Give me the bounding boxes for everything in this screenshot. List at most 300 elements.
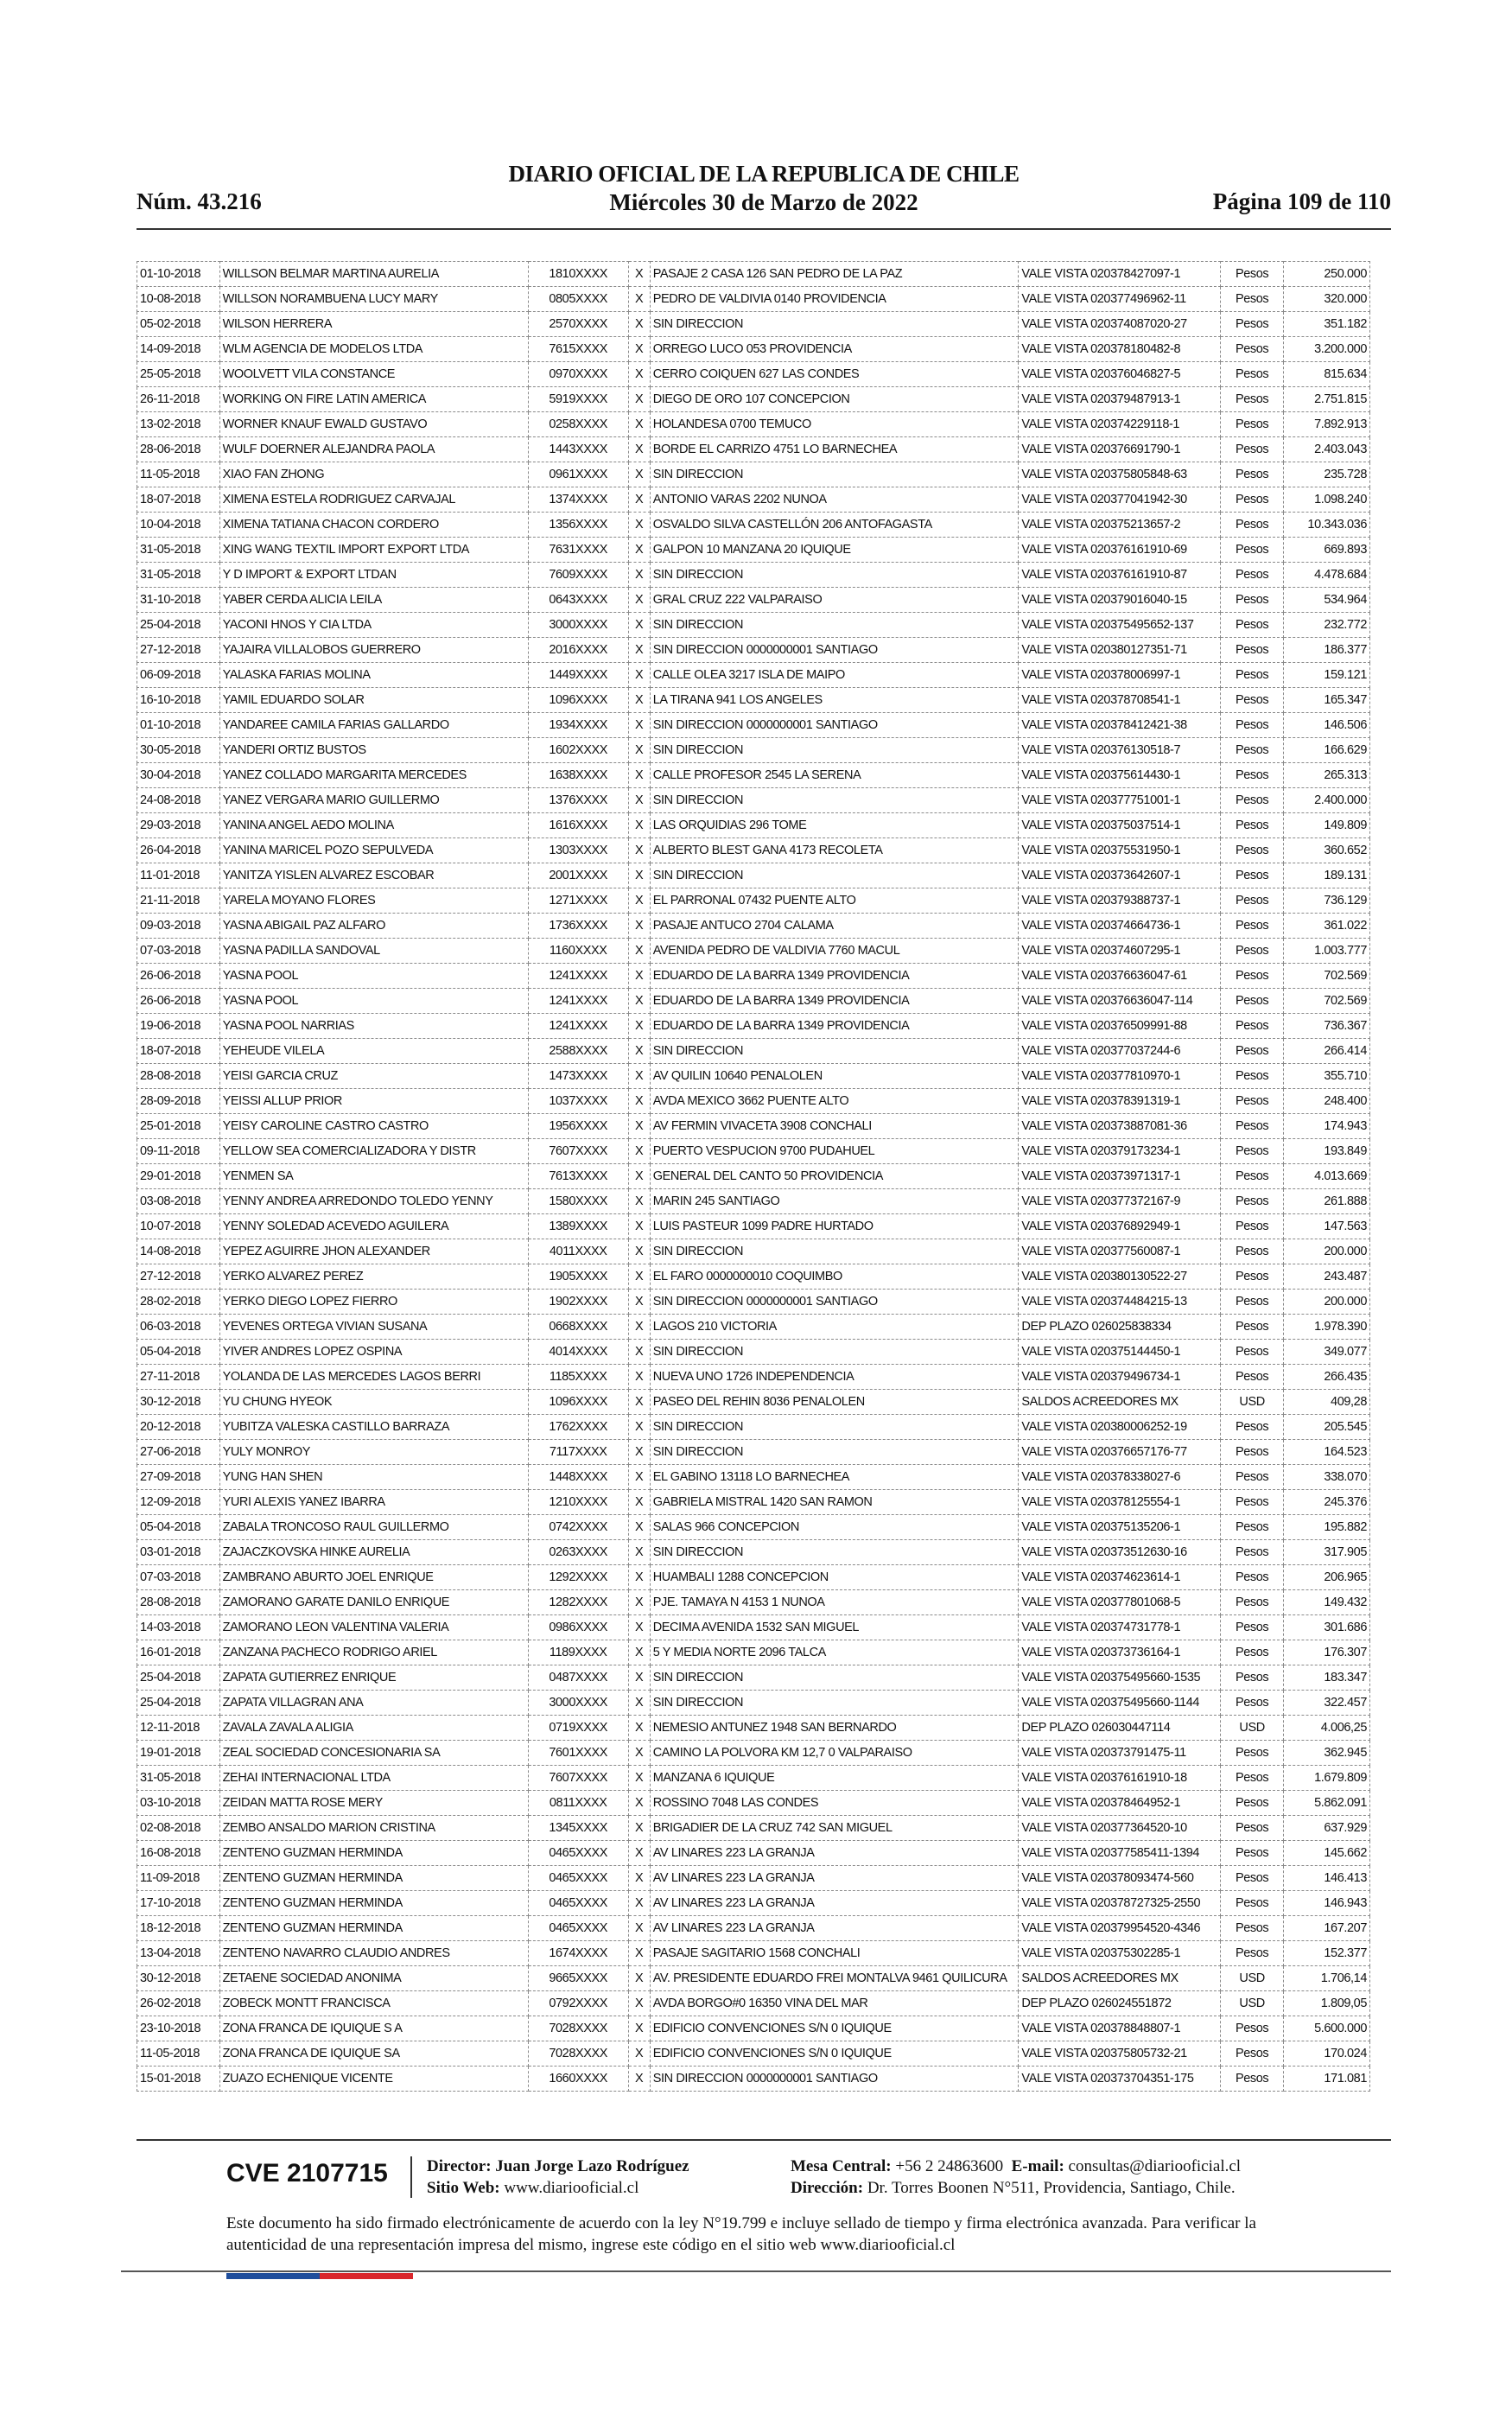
table-row (137, 1615, 1370, 1640)
instrument-cell: VALE VISTA 020377037244-6 (1019, 1039, 1220, 1064)
name-cell: YACONI HNOS Y CIA LTDA (219, 613, 528, 638)
table-row (137, 1941, 1370, 1966)
mark-cell: X (628, 1365, 650, 1390)
amount-cell: 534.964 (1284, 588, 1370, 613)
amount-cell: 4.006,25 (1284, 1716, 1370, 1741)
amount-cell: 147.563 (1284, 1214, 1370, 1239)
mark-cell: X (628, 1991, 650, 2016)
amount-cell: 1.809,05 (1284, 1991, 1370, 2016)
address-cell: SIN DIRECCION (650, 1440, 1019, 1465)
date-cell: 25-04-2018 (137, 1665, 220, 1691)
header-center (137, 161, 1391, 216)
table-row (137, 1340, 1370, 1365)
brand-bar-blue (226, 2273, 320, 2279)
issue-date: Miércoles 30 de Marzo de 2022 (609, 189, 918, 215)
instrument-cell: VALE VISTA 020377801068-5 (1019, 1590, 1220, 1615)
rut-cell: 1189XXXX (528, 1640, 628, 1665)
issue-number: Núm. 43.216 (137, 188, 262, 214)
currency-cell: Pesos (1220, 1039, 1283, 1064)
table-row (137, 1816, 1370, 1841)
address-cell: SIN DIRECCION (650, 1239, 1019, 1264)
currency-cell: Pesos (1220, 1465, 1283, 1490)
table-row (137, 1691, 1370, 1716)
name-cell: ZUAZO ECHENIQUE VICENTE (219, 2067, 528, 2092)
date-cell: 27-12-2018 (137, 638, 220, 663)
amount-cell: 166.629 (1284, 738, 1370, 763)
date-cell: 11-01-2018 (137, 863, 220, 888)
address-cell: SIN DIRECCION 0000000001 SANTIAGO (650, 2067, 1019, 2092)
name-cell: YERKO DIEGO LOPEZ FIERRO (219, 1290, 528, 1315)
name-cell: ZANZANA PACHECO RODRIGO ARIEL (219, 1640, 528, 1665)
mark-cell: X (628, 1164, 650, 1189)
table-row (137, 1565, 1370, 1590)
address-cell: ROSSINO 7048 LAS CONDES (650, 1791, 1019, 1816)
date-cell: 26-02-2018 (137, 1991, 220, 2016)
table-row (137, 538, 1370, 563)
amount-cell: 195.882 (1284, 1515, 1370, 1540)
mark-cell: X (628, 1841, 650, 1866)
table-row (137, 312, 1370, 337)
rut-cell: 1345XXXX (528, 1816, 628, 1841)
name-cell: YASNA POOL (219, 964, 528, 989)
instrument-cell: VALE VISTA 020374087020-27 (1019, 312, 1220, 337)
instrument-cell: VALE VISTA 020377496962-11 (1019, 287, 1220, 312)
currency-cell: Pesos (1220, 262, 1283, 287)
email-link[interactable]: consultas@diariooficial.cl (1068, 2157, 1242, 2175)
instrument-cell: VALE VISTA 020375037514-1 (1019, 813, 1220, 838)
mark-cell: X (628, 1966, 650, 1991)
rut-cell: 0811XXXX (528, 1791, 628, 1816)
address-cell: BORDE EL CARRIZO 4751 LO BARNECHEA (650, 437, 1019, 462)
mark-cell: X (628, 1916, 650, 1941)
name-cell: ZEMBO ANSALDO MARION CRISTINA (219, 1816, 528, 1841)
name-cell: ZOBECK MONTT FRANCISCA (219, 1991, 528, 2016)
name-cell: ZEHAI INTERNACIONAL LTDA (219, 1766, 528, 1791)
amount-cell: 2.403.043 (1284, 437, 1370, 462)
date-cell: 12-11-2018 (137, 1716, 220, 1741)
currency-cell: Pesos (1220, 1615, 1283, 1640)
currency-cell: USD (1220, 1991, 1283, 2016)
rut-cell: 1580XXXX (528, 1189, 628, 1214)
rut-cell: 5919XXXX (528, 387, 628, 412)
rut-cell: 1473XXXX (528, 1064, 628, 1089)
table-row (137, 1114, 1370, 1139)
director-label: Director: (427, 2157, 492, 2175)
name-cell: YURI ALEXIS YANEZ IBARRA (219, 1490, 528, 1515)
table-row (137, 1290, 1370, 1315)
address-cell: LAS ORQUIDIAS 296 TOME (650, 813, 1019, 838)
date-cell: 05-02-2018 (137, 312, 220, 337)
currency-cell: Pesos (1220, 888, 1283, 914)
rut-cell: 0986XXXX (528, 1615, 628, 1640)
mark-cell: X (628, 888, 650, 914)
name-cell: WILLSON BELMAR MARTINA AURELIA (219, 262, 528, 287)
amount-cell: 702.569 (1284, 989, 1370, 1014)
rut-cell: 1762XXXX (528, 1415, 628, 1440)
table-row (137, 939, 1370, 964)
instrument-cell: VALE VISTA 020380130522-27 (1019, 1264, 1220, 1290)
date-cell: 10-07-2018 (137, 1214, 220, 1239)
mark-cell: X (628, 1816, 650, 1841)
newspaper-title: DIARIO OFICIAL DE LA REPUBLICA DE CHILE (508, 161, 1020, 187)
mark-cell: X (628, 863, 650, 888)
table-row (137, 513, 1370, 538)
table-row (137, 437, 1370, 462)
mark-cell: X (628, 1866, 650, 1891)
instrument-cell: VALE VISTA 020379173234-1 (1019, 1139, 1220, 1164)
table-row (137, 287, 1370, 312)
rut-cell: 0668XXXX (528, 1315, 628, 1340)
address-cell: EDUARDO DE LA BARRA 1349 PROVIDENCIA (650, 1014, 1019, 1039)
amount-cell: 165.347 (1284, 688, 1370, 713)
name-cell: ZAPATA GUTIERREZ ENRIQUE (219, 1665, 528, 1691)
currency-cell: Pesos (1220, 2041, 1283, 2067)
mark-cell: X (628, 738, 650, 763)
date-cell: 30-12-2018 (137, 1390, 220, 1415)
instrument-cell: VALE VISTA 020375213657-2 (1019, 513, 1220, 538)
name-cell: ZONA FRANCA DE IQUIQUE S A (219, 2016, 528, 2041)
table-row (137, 1014, 1370, 1039)
table-row (137, 738, 1370, 763)
date-cell: 15-01-2018 (137, 2067, 220, 2092)
table-row (137, 2041, 1370, 2067)
address-cell: SIN DIRECCION (650, 1340, 1019, 1365)
mark-cell: X (628, 588, 650, 613)
name-cell: YUBITZA VALESKA CASTILLO BARRAZA (219, 1415, 528, 1440)
footer-divider (137, 2139, 1391, 2141)
rut-cell: 7028XXXX (528, 2041, 628, 2067)
rut-cell: 1389XXXX (528, 1214, 628, 1239)
name-cell: YEPEZ AGUIRRE JHON ALEXANDER (219, 1239, 528, 1264)
mark-cell: X (628, 538, 650, 563)
table-row (137, 1716, 1370, 1741)
instrument-cell: VALE VISTA 020374484215-13 (1019, 1290, 1220, 1315)
rut-cell: 1810XXXX (528, 262, 628, 287)
date-cell: 01-10-2018 (137, 262, 220, 287)
email-label: E-mail: (1011, 2157, 1064, 2175)
instrument-cell: VALE VISTA 020373971317-1 (1019, 1164, 1220, 1189)
rut-cell: 0465XXXX (528, 1841, 628, 1866)
table-row (137, 813, 1370, 838)
mark-cell: X (628, 1214, 650, 1239)
table-row (137, 763, 1370, 788)
rut-cell: 1303XXXX (528, 838, 628, 863)
date-cell: 27-09-2018 (137, 1465, 220, 1490)
instrument-cell: VALE VISTA 020374731778-1 (1019, 1615, 1220, 1640)
table-row (137, 1415, 1370, 1440)
name-cell: YIVER ANDRES LOPEZ OSPINA (219, 1340, 528, 1365)
director-name: Juan Jorge Lazo Rodríguez (495, 2157, 689, 2175)
name-cell: YERKO ALVAREZ PEREZ (219, 1264, 528, 1290)
mark-cell: X (628, 2041, 650, 2067)
rut-cell: 0465XXXX (528, 1916, 628, 1941)
date-cell: 14-09-2018 (137, 337, 220, 362)
address-cell: OSVALDO SILVA CASTELLÓN 206 ANTOFAGASTA (650, 513, 1019, 538)
table-row (137, 462, 1370, 487)
currency-cell: Pesos (1220, 863, 1283, 888)
address-cell: GABRIELA MISTRAL 1420 SAN RAMON (650, 1490, 1019, 1515)
rut-cell: 1660XXXX (528, 2067, 628, 2092)
address-cell: LA TIRANA 941 LOS ANGELES (650, 688, 1019, 713)
rut-cell: 1616XXXX (528, 813, 628, 838)
rut-cell: 1934XXXX (528, 713, 628, 738)
amount-cell: 261.888 (1284, 1189, 1370, 1214)
rut-cell: 1602XXXX (528, 738, 628, 763)
mark-cell: X (628, 487, 650, 513)
amount-cell: 4.478.684 (1284, 563, 1370, 588)
table-row (137, 412, 1370, 437)
amount-cell: 5.600.000 (1284, 2016, 1370, 2041)
listing-table (137, 261, 1370, 2092)
name-cell: ZAVALA ZAVALA ALIGIA (219, 1716, 528, 1741)
rut-cell: 7028XXXX (528, 2016, 628, 2041)
date-cell: 31-05-2018 (137, 563, 220, 588)
mark-cell: X (628, 989, 650, 1014)
table-row (137, 1590, 1370, 1615)
currency-cell: Pesos (1220, 914, 1283, 939)
currency-cell: Pesos (1220, 487, 1283, 513)
name-cell: YANEZ COLLADO MARGARITA MERCEDES (219, 763, 528, 788)
date-cell: 31-10-2018 (137, 588, 220, 613)
brand-bar-red (320, 2273, 413, 2279)
date-cell: 03-08-2018 (137, 1189, 220, 1214)
currency-cell: Pesos (1220, 588, 1283, 613)
date-cell: 16-01-2018 (137, 1640, 220, 1665)
table-row (137, 487, 1370, 513)
mark-cell: X (628, 312, 650, 337)
rut-cell: 2016XXXX (528, 638, 628, 663)
amount-cell: 235.728 (1284, 462, 1370, 487)
amount-cell: 170.024 (1284, 2041, 1370, 2067)
date-cell: 23-10-2018 (137, 2016, 220, 2041)
currency-cell: Pesos (1220, 613, 1283, 638)
address-cell: SIN DIRECCION (650, 1415, 1019, 1440)
address-cell: SIN DIRECCION 0000000001 SANTIAGO (650, 638, 1019, 663)
date-cell: 06-03-2018 (137, 1315, 220, 1340)
rut-cell: 3000XXXX (528, 1691, 628, 1716)
table-row (137, 1264, 1370, 1290)
address-cell: MANZANA 6 IQUIQUE (650, 1766, 1019, 1791)
mark-cell: X (628, 1239, 650, 1264)
currency-cell: Pesos (1220, 412, 1283, 437)
currency-cell: Pesos (1220, 1540, 1283, 1565)
instrument-cell: VALE VISTA 020378180482-8 (1019, 337, 1220, 362)
rut-cell: 1210XXXX (528, 1490, 628, 1515)
name-cell: YARELA MOYANO FLORES (219, 888, 528, 914)
table-row (137, 1465, 1370, 1490)
date-cell: 07-03-2018 (137, 939, 220, 964)
mark-cell: X (628, 914, 650, 939)
currency-cell: Pesos (1220, 964, 1283, 989)
currency-cell: Pesos (1220, 362, 1283, 387)
mark-cell: X (628, 1665, 650, 1691)
currency-cell: Pesos (1220, 462, 1283, 487)
currency-cell: Pesos (1220, 939, 1283, 964)
instrument-cell: VALE VISTA 020373736164-1 (1019, 1640, 1220, 1665)
rut-cell: 1185XXXX (528, 1365, 628, 1390)
instrument-cell: VALE VISTA 020375144450-1 (1019, 1340, 1220, 1365)
address-cell: EDIFICIO CONVENCIONES S/N 0 IQUIQUE (650, 2041, 1019, 2067)
address-cell: EDUARDO DE LA BARRA 1349 PROVIDENCIA (650, 964, 1019, 989)
amount-cell: 200.000 (1284, 1290, 1370, 1315)
director-block (427, 2156, 689, 2199)
currency-cell: Pesos (1220, 1766, 1283, 1791)
instrument-cell: VALE VISTA 020376130518-7 (1019, 738, 1220, 763)
currency-cell: Pesos (1220, 1741, 1283, 1766)
mark-cell: X (628, 1390, 650, 1415)
date-cell: 28-02-2018 (137, 1290, 220, 1315)
amount-cell: 174.943 (1284, 1114, 1370, 1139)
name-cell: ZENTENO NAVARRO CLAUDIO ANDRES (219, 1941, 528, 1966)
date-cell: 25-04-2018 (137, 613, 220, 638)
currency-cell: Pesos (1220, 1891, 1283, 1916)
address-cell: CERRO COIQUEN 627 LAS CONDES (650, 362, 1019, 387)
address-cell: 5 Y MEDIA NORTE 2096 TALCA (650, 1640, 1019, 1665)
address-cell: GALPON 10 MANZANA 20 IQUIQUE (650, 538, 1019, 563)
address-cell: GRAL CRUZ 222 VALPARAISO (650, 588, 1019, 613)
mark-cell: X (628, 287, 650, 312)
instrument-cell: VALE VISTA 020378006997-1 (1019, 663, 1220, 688)
rut-cell: 1096XXXX (528, 688, 628, 713)
address-cell: EL PARRONAL 07432 PUENTE ALTO (650, 888, 1019, 914)
amount-cell: 322.457 (1284, 1691, 1370, 1716)
instrument-cell: VALE VISTA 020377560087-1 (1019, 1239, 1220, 1264)
table-row (137, 563, 1370, 588)
address-cell: EL FARO 0000000010 COQUIMBO (650, 1264, 1019, 1290)
mark-cell: X (628, 663, 650, 688)
amount-cell: 159.121 (1284, 663, 1370, 688)
table-row (137, 588, 1370, 613)
currency-cell: Pesos (1220, 1640, 1283, 1665)
currency-cell: Pesos (1220, 1089, 1283, 1114)
instrument-cell: VALE VISTA 020378708541-1 (1019, 688, 1220, 713)
name-cell: WILLSON NORAMBUENA LUCY MARY (219, 287, 528, 312)
table-row (137, 1164, 1370, 1189)
instrument-cell: VALE VISTA 020375495660-1535 (1019, 1665, 1220, 1691)
date-cell: 30-05-2018 (137, 738, 220, 763)
amount-cell: 409,28 (1284, 1390, 1370, 1415)
rut-cell: 1271XXXX (528, 888, 628, 914)
rut-cell: 1376XXXX (528, 788, 628, 813)
date-cell: 16-10-2018 (137, 688, 220, 713)
table-row (137, 1089, 1370, 1114)
date-cell: 03-10-2018 (137, 1791, 220, 1816)
date-cell: 01-10-2018 (137, 713, 220, 738)
table-row (137, 713, 1370, 738)
instrument-cell: VALE VISTA 020376691790-1 (1019, 437, 1220, 462)
date-cell: 05-04-2018 (137, 1515, 220, 1540)
date-cell: 26-06-2018 (137, 964, 220, 989)
instrument-cell: VALE VISTA 020376161910-87 (1019, 563, 1220, 588)
date-cell: 26-11-2018 (137, 387, 220, 412)
address-cell: SIN DIRECCION (650, 1665, 1019, 1691)
mark-cell: X (628, 387, 650, 412)
address-cell: SIN DIRECCION (650, 312, 1019, 337)
rut-cell: 1160XXXX (528, 939, 628, 964)
rut-cell: 1241XXXX (528, 989, 628, 1014)
mark-cell: X (628, 1465, 650, 1490)
rut-cell: 0805XXXX (528, 287, 628, 312)
name-cell: ZAMORANO GARATE DANILO ENRIQUE (219, 1590, 528, 1615)
mark-cell: X (628, 1340, 650, 1365)
date-cell: 09-03-2018 (137, 914, 220, 939)
instrument-cell: VALE VISTA 020375531950-1 (1019, 838, 1220, 863)
amount-cell: 7.892.913 (1284, 412, 1370, 437)
currency-cell: Pesos (1220, 1866, 1283, 1891)
instrument-cell: VALE VISTA 020374607295-1 (1019, 939, 1220, 964)
brand-color-bar (226, 2273, 413, 2279)
amount-cell: 206.965 (1284, 1565, 1370, 1590)
currency-cell: Pesos (1220, 1916, 1283, 1941)
table-row (137, 2067, 1370, 2092)
mark-cell: X (628, 1189, 650, 1214)
instrument-cell: DEP PLAZO 026030447114 (1019, 1716, 1220, 1741)
name-cell: XIAO FAN ZHONG (219, 462, 528, 487)
mark-cell: X (628, 788, 650, 813)
name-cell: ZABALA TRONCOSO RAUL GUILLERMO (219, 1515, 528, 1540)
instrument-cell: VALE VISTA 020376161910-69 (1019, 538, 1220, 563)
name-cell: ZENTENO GUZMAN HERMINDA (219, 1841, 528, 1866)
date-cell: 11-05-2018 (137, 462, 220, 487)
mark-cell: X (628, 1791, 650, 1816)
table-row (137, 1039, 1370, 1064)
amount-cell: 164.523 (1284, 1440, 1370, 1465)
rut-cell: 4011XXXX (528, 1239, 628, 1264)
sitio-link[interactable]: www.diariooficial.cl (504, 2179, 639, 2197)
name-cell: XIMENA ESTELA RODRIGUEZ CARVAJAL (219, 487, 528, 513)
address-cell: AV. PRESIDENTE EDUARDO FREI MONTALVA 9461 QUILICURA (650, 1966, 1019, 1991)
address-cell: DIEGO DE ORO 107 CONCEPCION (650, 387, 1019, 412)
instrument-cell: VALE VISTA 020376161910-18 (1019, 1766, 1220, 1791)
instrument-cell: VALE VISTA 020378125554-1 (1019, 1490, 1220, 1515)
rut-cell: 1037XXXX (528, 1089, 628, 1114)
instrument-cell: VALE VISTA 020376657176-77 (1019, 1440, 1220, 1465)
instrument-cell: VALE VISTA 020378391319-1 (1019, 1089, 1220, 1114)
name-cell: YENNY ANDREA ARREDONDO TOLEDO YENNY (219, 1189, 528, 1214)
address-cell: NEMESIO ANTUNEZ 1948 SAN BERNARDO (650, 1716, 1019, 1741)
address-cell: PEDRO DE VALDIVIA 0140 PROVIDENCIA (650, 287, 1019, 312)
instrument-cell: VALE VISTA 020375614430-1 (1019, 763, 1220, 788)
date-cell: 05-04-2018 (137, 1340, 220, 1365)
rut-cell: 1905XXXX (528, 1264, 628, 1290)
direccion-label: Dirección: (791, 2179, 864, 2197)
currency-cell: Pesos (1220, 1340, 1283, 1365)
mark-cell: X (628, 437, 650, 462)
address-cell: SIN DIRECCION (650, 563, 1019, 588)
date-cell: 27-11-2018 (137, 1365, 220, 1390)
mark-cell: X (628, 513, 650, 538)
currency-cell: Pesos (1220, 1841, 1283, 1866)
mark-cell: X (628, 1415, 650, 1440)
table-row (137, 688, 1370, 713)
mark-cell: X (628, 1089, 650, 1114)
instrument-cell: VALE VISTA 020380127351-71 (1019, 638, 1220, 663)
rut-cell: 7607XXXX (528, 1766, 628, 1791)
instrument-cell: VALE VISTA 020378427097-1 (1019, 262, 1220, 287)
instrument-cell: VALE VISTA 020373887081-36 (1019, 1114, 1220, 1139)
currency-cell: Pesos (1220, 989, 1283, 1014)
name-cell: WOOLVETT VILA CONSTANCE (219, 362, 528, 387)
name-cell: ZENTENO GUZMAN HERMINDA (219, 1866, 528, 1891)
date-cell: 27-06-2018 (137, 1440, 220, 1465)
address-cell: SIN DIRECCION (650, 788, 1019, 813)
amount-cell: 2.400.000 (1284, 788, 1370, 813)
name-cell: YENMEN SA (219, 1164, 528, 1189)
currency-cell: Pesos (1220, 713, 1283, 738)
rut-cell: 1443XXXX (528, 437, 628, 462)
rut-cell: 0258XXXX (528, 412, 628, 437)
mark-cell: X (628, 412, 650, 437)
